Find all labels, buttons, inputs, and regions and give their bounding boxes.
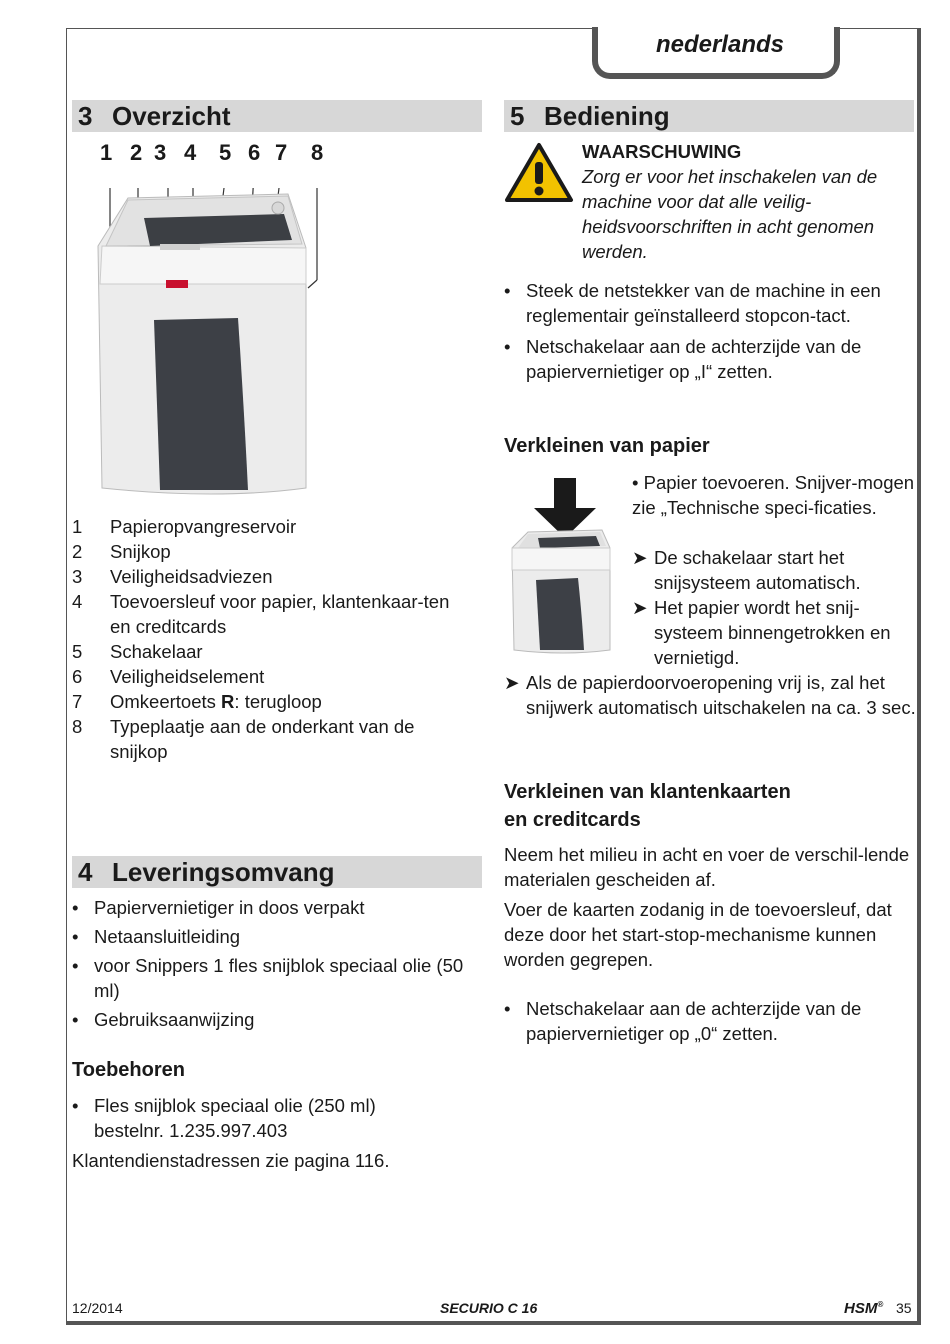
- bullet-glyph: •: [504, 336, 511, 357]
- part-item-5: 5 Schakelaar: [72, 641, 203, 662]
- arrow-right-icon: ➤: [504, 672, 520, 693]
- bullet-glyph: •: [504, 998, 511, 1019]
- section-5-number: 5: [510, 101, 525, 131]
- paper-feed-text: • Papier toevoeren. Snijver-mogen zie „Technische speci-ficaties.: [632, 472, 915, 518]
- shredder-feed-image: [504, 476, 624, 654]
- accessories-list: [72, 1093, 472, 1147]
- overview-parts-list: [72, 514, 472, 764]
- callout-2: 2: [130, 140, 143, 165]
- section-5-header: [504, 100, 914, 132]
- accessory-item: • Fles snijblok speciaal olie (250 ml) bestelnr. 1.235.997.403: [72, 1095, 376, 1141]
- shred-paper-title: Verkleinen van papier: [504, 435, 710, 457]
- part-item-4: 4 Toevoersleuf voor papier, klantenkaar-ten en creditcards: [72, 591, 450, 637]
- bullet-glyph: •: [72, 926, 79, 947]
- cards-final-step: [504, 996, 914, 1050]
- paper-step-2: ➤ Het papier wordt het snij-systeem binnengetrokken en vernietigd.: [632, 597, 891, 668]
- shred-cards-title: [504, 778, 791, 834]
- callout-6: 6: [248, 140, 261, 165]
- delivery-item: • Gebruiksaanwijzing: [72, 1009, 255, 1030]
- part-item-3: 3 Veiligheidsadviezen: [72, 566, 273, 587]
- operation-step: • Netschakelaar aan de achterzijde van de papiervernietiger op „I“ zetten.: [504, 336, 862, 382]
- part-item-2: 2 Snijkop: [72, 541, 171, 562]
- language-label: nederlands: [655, 31, 784, 58]
- footer-page-number: 35: [896, 1300, 912, 1316]
- part-item-1: 1 Papieropvangreservoir: [72, 516, 297, 537]
- paper-step-3: ➤ Als de papierdoorvoeropening vrij is, zal het snijwerk automatisch uitschakelen na ca. 3 sec.: [504, 672, 916, 718]
- warning-text: Zorg er voor het inschakelen van de machine voor dat alle veilig-heidsvoorschriften in acht genomen werden.: [582, 166, 878, 262]
- delivery-item: • Papiervernietiger in doos verpakt: [72, 897, 365, 918]
- cards-feed-instruction: Voer de kaarten zodanig in de toevoersleuf, dat deze door het start-stop-mechanisme kunnen worden gegrepen.: [504, 899, 892, 970]
- callout-8: 8: [311, 140, 324, 165]
- arrow-right-icon: ➤: [632, 547, 648, 568]
- delivery-list: [72, 895, 478, 1036]
- footer-model: SECURIO C 16: [440, 1300, 538, 1316]
- callout-1: 1: [100, 140, 113, 165]
- callout-3: 3: [154, 140, 167, 165]
- shredder-overview-image: [88, 188, 348, 500]
- delivery-item: • voor Snippers 1 fles snijblok speciaal olie (50 ml): [72, 955, 464, 1001]
- bullet-glyph: •: [504, 280, 511, 301]
- bullet-glyph: •: [72, 897, 79, 918]
- part-item-7: 7 Omkeertoets R: terugloop: [72, 691, 322, 712]
- part-item-8: 8 Typeplaatje aan de onderkant van de snijkop: [72, 716, 415, 762]
- bullet-glyph: •: [72, 1009, 79, 1030]
- cards-environment-note: Neem het milieu in acht en voer de verschil-lende materialen gescheiden af.: [504, 844, 910, 890]
- section-5-title: Bediening: [544, 101, 670, 131]
- section-3-header: [72, 100, 482, 132]
- shred-cards-title-line-2: en creditcards: [504, 809, 641, 831]
- callout-5: 5: [219, 140, 232, 165]
- bullet-glyph: •: [72, 955, 79, 976]
- delivery-item: • Netaansluitleiding: [72, 926, 241, 947]
- warning-title: WAARSCHUWING: [582, 141, 742, 162]
- operation-step: • Steek de netstekker van de machine in een reglementair geïnstalleerd stopcon-tact.: [504, 280, 881, 326]
- callout-4: 4: [184, 140, 197, 165]
- section-4-number: 4: [78, 857, 93, 887]
- footer-brand-logo: HSM®: [844, 1300, 884, 1317]
- bullet-glyph: •: [72, 1095, 79, 1116]
- final-step-item: • Netschakelaar aan de achterzijde van de papiervernietiger op „0“ zetten.: [504, 998, 862, 1044]
- section-3-number: 3: [78, 101, 93, 131]
- section-4-header: [72, 856, 482, 888]
- section-3-title: Overzicht: [112, 101, 231, 131]
- shred-cards-title-line-1: Verkleinen van klantenkaarten: [504, 781, 791, 803]
- operation-steps: [504, 278, 914, 388]
- accessories-title: Toebehoren: [72, 1059, 185, 1081]
- callout-7: 7: [275, 140, 288, 165]
- section-4-title: Leveringsomvang: [112, 857, 335, 887]
- paper-step-1: ➤ De schakelaar start het snijsysteem automatisch.: [632, 547, 861, 593]
- footer-date: 12/2014: [72, 1300, 123, 1316]
- warning-triangle-icon: [504, 142, 574, 204]
- arrow-right-icon: ➤: [632, 597, 648, 618]
- part-item-6: 6 Veiligheidselement: [72, 666, 265, 687]
- language-tab: [592, 27, 840, 79]
- service-address-note: Klantendienstadressen zie pagina 116.: [72, 1150, 390, 1171]
